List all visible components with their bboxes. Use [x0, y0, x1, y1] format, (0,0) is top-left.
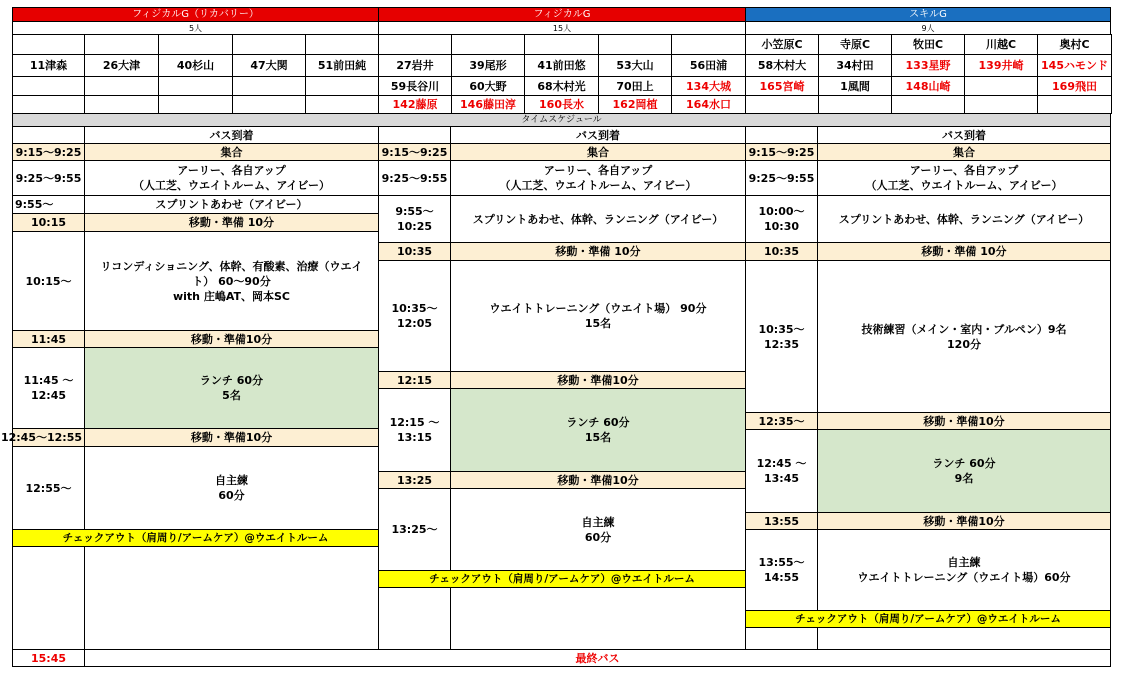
physical-lunch	[450, 388, 746, 472]
skill-move3: 移動・準備10分	[817, 512, 1111, 530]
player-name: 27岩井	[378, 54, 452, 77]
recovery-recon	[84, 231, 379, 331]
player-name: 60大野	[451, 76, 525, 96]
roster-empty-cell	[84, 95, 159, 114]
physical-blank-end	[450, 587, 746, 650]
coach-name: 寺原C	[818, 34, 892, 55]
skill-warmup	[817, 160, 1111, 196]
recovery-time-assembly: 9:15〜9:25	[12, 143, 85, 161]
weight-label: ウエイトトレーニング（ウエイト場） 90分	[489, 302, 707, 315]
warmup-line1: アーリー、各自アップ	[909, 164, 1019, 177]
recovery-assembly: 集合	[84, 143, 379, 161]
final-time: 15:45	[12, 649, 85, 667]
coach-name: 川越C	[964, 34, 1038, 55]
physical-time-sprint: 9:55〜 10:25	[378, 195, 451, 243]
count-recovery: 5人	[12, 21, 379, 35]
roster-empty-cell	[305, 76, 379, 96]
player-name: 40杉山	[158, 54, 233, 77]
lunch-count: 9名	[954, 472, 974, 485]
roster-empty-cell	[158, 95, 233, 114]
self-duration: 60分	[584, 530, 612, 544]
recovery-bus-arrival: バス到着	[84, 126, 379, 144]
player-name: 68木村光	[524, 76, 599, 96]
recovery-time-recon: 10:15〜	[12, 231, 85, 331]
physical-move1: 移動・準備 10分	[450, 242, 746, 261]
lunch-label: ランチ 60分	[199, 374, 264, 387]
physical-time-weight: 10:35〜 12:05	[378, 260, 451, 372]
physical-time-move1: 10:35	[378, 242, 451, 261]
physical-blank-time	[378, 126, 451, 144]
player-name: 169飛田	[1037, 76, 1112, 96]
coach-name: 牧田C	[891, 34, 965, 55]
skill-blank-time	[745, 126, 818, 144]
player-name: 165宮崎	[745, 76, 819, 96]
player-name: 51前田純	[305, 54, 379, 77]
weight-count: 15名	[584, 317, 612, 330]
recovery-time-sprint: 9:55〜	[12, 195, 85, 214]
physical-assembly: 集合	[450, 143, 746, 161]
recovery-time-self: 12:55〜	[12, 446, 85, 530]
physical-sprint: スプリントあわせ、体幹、ランニング（アイビー）	[450, 195, 746, 243]
player-name: 148山崎	[891, 76, 965, 96]
skill-lunch	[817, 429, 1111, 513]
recovery-move1: 移動・準備 10分	[84, 213, 379, 232]
player-name: 39尾形	[451, 54, 525, 77]
player-name: 59長谷川	[378, 76, 452, 96]
physical-blank-time-end	[378, 587, 451, 650]
skill-time-sprint: 10:00〜 10:30	[745, 195, 818, 243]
coach-empty-cell	[12, 34, 85, 55]
roster-empty-cell	[158, 76, 233, 96]
roster-empty-cell	[12, 76, 85, 96]
coach-empty-cell	[158, 34, 233, 55]
self-duration: 60分	[218, 489, 245, 502]
lunch-label: ランチ 60分	[566, 416, 630, 429]
roster-empty-cell	[232, 76, 306, 96]
count-skill: 9人	[745, 21, 1111, 35]
player-name: 56田浦	[671, 54, 746, 77]
coach-empty-cell	[524, 34, 599, 55]
coach-empty-cell	[378, 34, 452, 55]
roster-empty-cell	[12, 95, 85, 114]
skill-bus-arrival: バス到着	[817, 126, 1111, 144]
skill-time-tech: 10:35〜 12:35	[745, 260, 818, 413]
physical-weight	[450, 260, 746, 372]
coach-name: 小笠原C	[745, 34, 819, 55]
player-name: 53大山	[598, 54, 672, 77]
player-name: 145ハモンド	[1037, 54, 1112, 77]
physical-move3: 移動・準備10分	[450, 471, 746, 489]
skill-tech	[817, 260, 1111, 413]
player-name: 146藤田淳	[451, 95, 525, 114]
skill-move1: 移動・準備 10分	[817, 242, 1111, 261]
roster-empty-cell	[305, 95, 379, 114]
skill-time-move2: 12:35〜	[745, 412, 818, 430]
self-label: 自主練	[215, 474, 248, 487]
recon-staff: with 庄嶋AT、岡本SC	[172, 289, 290, 303]
skill-blank-time-end	[745, 627, 818, 650]
recovery-time-lunch: 11:45 〜 12:45	[12, 347, 85, 429]
physical-self	[450, 488, 746, 571]
physical-time-warmup: 9:25〜9:55	[378, 160, 451, 196]
coach-empty-cell	[232, 34, 306, 55]
player-name: 58木村大	[745, 54, 819, 77]
lunch-label: ランチ 60分	[932, 457, 996, 470]
lunch-count: 15名	[584, 431, 612, 444]
tech-duration: 120分	[947, 337, 981, 351]
player-name: 133星野	[891, 54, 965, 77]
roster-empty-cell	[818, 95, 892, 114]
warmup-line2: （人工芝、ウエイトルーム、アイビー）	[499, 179, 697, 192]
player-name: 134大城	[671, 76, 746, 96]
recovery-move3: 移動・準備10分	[84, 428, 379, 447]
warmup-line1: アーリー、各自アップ	[543, 164, 653, 177]
skill-move2: 移動・準備10分	[817, 412, 1111, 430]
player-name: 41前田悠	[524, 54, 599, 77]
roster-empty-cell	[1037, 95, 1112, 114]
player-name: 34村田	[818, 54, 892, 77]
skill-checkout: チェックアウト（肩周り/アームケア）@ウエイトルーム	[745, 610, 1111, 628]
warmup-line1: アーリー、各自アップ	[177, 164, 286, 177]
recovery-time-move3: 12:45〜12:55	[12, 428, 85, 447]
recovery-blank-end	[84, 546, 379, 650]
self-label: 自主練	[947, 556, 981, 569]
player-name: 26大津	[84, 54, 159, 77]
skill-blank-end	[817, 627, 1111, 650]
count-physical: 15人	[378, 21, 746, 35]
self-label: 自主練	[581, 515, 615, 529]
recovery-warmup	[84, 160, 379, 196]
recovery-time-move1: 10:15	[12, 213, 85, 232]
physical-time-self: 13:25〜	[378, 488, 451, 571]
recovery-self	[84, 446, 379, 530]
recovery-time-warmup: 9:25〜9:55	[12, 160, 85, 196]
physical-warmup	[450, 160, 746, 196]
skill-time-move1: 10:35	[745, 242, 818, 261]
physical-move2: 移動・準備10分	[450, 371, 746, 389]
roster-empty-cell	[232, 95, 306, 114]
player-name: 47大関	[232, 54, 306, 77]
player-name: 164水口	[671, 95, 746, 114]
recon-detail: リコンディショニング、体幹、有酸素、治療（ウエイト） 60〜90分	[100, 259, 363, 288]
recovery-sprint: スプリントあわせ（アイビー）	[84, 195, 379, 214]
group-header-physical-recovery: フィジカルG（リカバリー）	[12, 7, 379, 22]
self-detail: ウエイトトレーニング（ウエイト場）60分	[857, 571, 1071, 584]
player-name: 11津森	[12, 54, 85, 77]
schedule-title: タイムスケジュール	[12, 113, 1111, 127]
skill-time-assembly: 9:15〜9:25	[745, 143, 818, 161]
skill-assembly: 集合	[817, 143, 1111, 161]
group-header-physical: フィジカルG	[378, 7, 746, 22]
roster-empty-cell	[745, 95, 819, 114]
skill-time-warmup: 9:25〜9:55	[745, 160, 818, 196]
group-header-skill: スキルG	[745, 7, 1111, 22]
coach-empty-cell	[598, 34, 672, 55]
coach-empty-cell	[84, 34, 159, 55]
skill-time-move3: 13:55	[745, 512, 818, 530]
coach-empty-cell	[305, 34, 379, 55]
recovery-blank-time	[12, 126, 85, 144]
player-name: 142藤原	[378, 95, 452, 114]
physical-time-assembly: 9:15〜9:25	[378, 143, 451, 161]
skill-time-lunch: 12:45 〜 13:45	[745, 429, 818, 513]
player-name: 1風間	[818, 76, 892, 96]
physical-time-move3: 13:25	[378, 471, 451, 489]
roster-empty-cell	[891, 95, 965, 114]
tech-label: 技術練習（メイン・室内・ブルペン）9名	[861, 322, 1067, 336]
recovery-blank-time-end	[12, 546, 85, 650]
roster-empty-cell	[84, 76, 159, 96]
player-name: 139井崎	[964, 54, 1038, 77]
recovery-move2: 移動・準備10分	[84, 330, 379, 348]
skill-self	[817, 529, 1111, 611]
coach-name: 奥村C	[1037, 34, 1112, 55]
coach-empty-cell	[451, 34, 525, 55]
physical-time-move2: 12:15	[378, 371, 451, 389]
roster-empty-cell	[964, 95, 1038, 114]
warmup-line2: （人工芝、ウエイトルーム、アイビー）	[865, 179, 1063, 192]
recovery-lunch	[84, 347, 379, 429]
coach-empty-cell	[671, 34, 746, 55]
physical-bus-arrival: バス到着	[450, 126, 746, 144]
player-name: 160長水	[524, 95, 599, 114]
roster-empty-cell	[964, 76, 1038, 96]
lunch-count: 5名	[222, 389, 241, 402]
skill-time-self: 13:55〜 14:55	[745, 529, 818, 611]
physical-checkout: チェックアウト（肩周り/アームケア）@ウエイトルーム	[378, 570, 746, 588]
recovery-checkout: チェックアウト（肩周り/アームケア）@ウエイトルーム	[12, 529, 379, 547]
recovery-time-move2: 11:45	[12, 330, 85, 348]
player-name: 162岡植	[598, 95, 672, 114]
player-name: 70田上	[598, 76, 672, 96]
physical-time-lunch: 12:15 〜 13:15	[378, 388, 451, 472]
skill-sprint: スプリントあわせ、体幹、ランニング（アイビー）	[817, 195, 1111, 243]
final-bus: 最終バス	[84, 649, 1111, 667]
warmup-line2: （人工芝、ウエイトルーム、アイビー）	[133, 179, 330, 192]
